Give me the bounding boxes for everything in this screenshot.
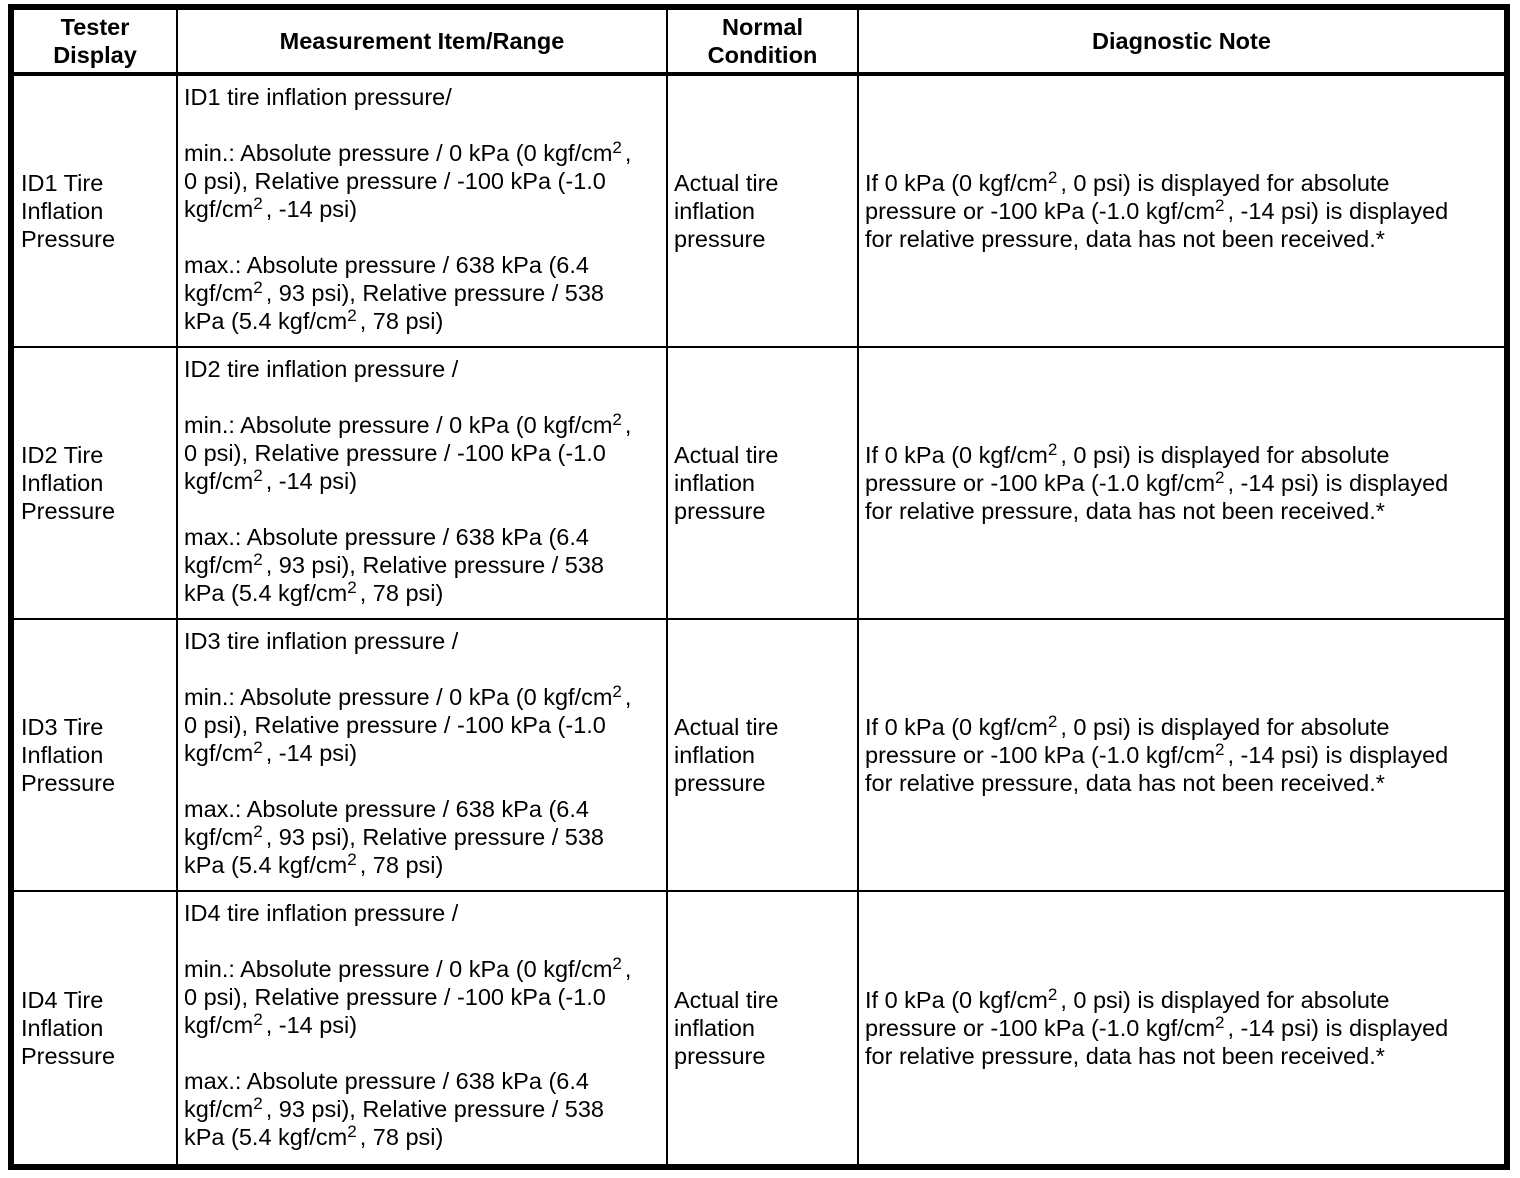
- normal-condition-cell: Actual tire inflation pressure: [668, 892, 859, 1164]
- normal-condition-cell: Actual tire inflation pressure: [668, 348, 859, 620]
- diagnostic-note-cell: If 0 kPa (0 kgf/$cm^2$ , 0 psi) is displayed for absolute pressure or -100 kPa (-1.0 kgf/$cm^2$ , -14 psi) is displayed for relative pressure, data has not been received.*: [865, 985, 1449, 1069]
- table-row-id3: [14, 620, 1504, 892]
- tester-display-cell: ID3 Tire Inflation Pressure: [14, 620, 178, 892]
- diagnostic-note-cell: If 0 kPa (0 kgf/$cm^2$ , 0 psi) is displayed for absolute pressure or -100 kPa (-1.0 kgf/$cm^2$ , -14 psi) is displayed for relative pressure, data has not been received.*: [859, 620, 1504, 892]
- header-diagnostic-note: Diagnostic Note: [859, 10, 1504, 76]
- normal-condition-cell: Actual tire inflation pressure: [668, 620, 859, 892]
- table-row-id2: [14, 348, 1504, 620]
- header-row: [14, 10, 1504, 76]
- measurement-title: ID1 tire inflation pressure/: [184, 84, 452, 110]
- measurement-max-range: max.: Absolute pressure / 638 kPa (6.4 kgf/$cm^2$ , 93 psi), Relative pressure / 538 kPa (5.4 kgf/$cm^2$ , 78 psi): [184, 1068, 604, 1150]
- diagnostic-note-cell: If 0 kPa (0 kgf/$cm^2$ , 0 psi) is displayed for absolute pressure or -100 kPa (-1.0 kgf/$cm^2$ , -14 psi) is displayed for relative pressure, data has not been received.*: [859, 76, 1504, 348]
- measurement-cell: [178, 348, 668, 620]
- measurement-cell: [178, 892, 668, 1164]
- data-list-table: [8, 4, 1510, 1170]
- measurement-cell: [178, 76, 668, 348]
- measurement-min-range: min.: Absolute pressure / 0 kPa (0 kgf/$cm^2$ , 0 psi), Relative pressure / -100 kPa (-1.0 kgf/$cm^2$ , -14 psi): [184, 682, 632, 766]
- tester-display-cell: ID1 Tire Inflation Pressure: [14, 76, 178, 348]
- measurement-max-range: max.: Absolute pressure / 638 kPa (6.4 kgf/$cm^2$ , 93 psi), Relative pressure / 538 kPa (5.4 kgf/$cm^2$ , 78 psi): [184, 252, 604, 334]
- measurement-cell: [178, 620, 668, 892]
- measurement-title: ID3 tire inflation pressure /: [184, 628, 459, 654]
- table-row-id1: [14, 76, 1504, 348]
- measurement-title: ID2 tire inflation pressure /: [184, 356, 459, 382]
- measurement-min-range: min.: Absolute pressure / 0 kPa (0 kgf/$cm^2$ , 0 psi), Relative pressure / -100 kPa (-1.0 kgf/$cm^2$ , -14 psi): [184, 954, 632, 1038]
- tester-display-cell: ID4 Tire Inflation Pressure: [14, 892, 178, 1164]
- measurement-min-range: min.: Absolute pressure / 0 kPa (0 kgf/$cm^2$ , 0 psi), Relative pressure / -100 kPa (-1.0 kgf/$cm^2$ , -14 psi): [184, 138, 632, 222]
- normal-condition-cell: Actual tire inflation pressure: [668, 76, 859, 348]
- header-normal-condition: Normal Condition: [668, 10, 859, 76]
- measurement-min-range: min.: Absolute pressure / 0 kPa (0 kgf/$cm^2$ , 0 psi), Relative pressure / -100 kPa (-1.0 kgf/$cm^2$ , -14 psi): [184, 410, 632, 494]
- diagnostic-note-cell: If 0 kPa (0 kgf/$cm^2$ , 0 psi) is displayed for absolute pressure or -100 kPa (-1.0 kgf/$cm^2$ , -14 psi) is displayed for relative pressure, data has not been received.*: [859, 348, 1504, 620]
- measurement-max-range: max.: Absolute pressure / 638 kPa (6.4 kgf/$cm^2$ , 93 psi), Relative pressure / 538 kPa (5.4 kgf/$cm^2$ , 78 psi): [184, 796, 604, 878]
- header-measurement-item-range: Measurement Item/Range: [178, 10, 668, 76]
- header-tester-display: Tester Display: [14, 10, 178, 76]
- measurement-max-range: max.: Absolute pressure / 638 kPa (6.4 kgf/$cm^2$ , 93 psi), Relative pressure / 538 kPa (5.4 kgf/$cm^2$ , 78 psi): [184, 524, 604, 606]
- tester-display-cell: ID2 Tire Inflation Pressure: [14, 348, 178, 620]
- table-row-id4: [14, 892, 1504, 1164]
- measurement-title: ID4 tire inflation pressure /: [184, 900, 459, 926]
